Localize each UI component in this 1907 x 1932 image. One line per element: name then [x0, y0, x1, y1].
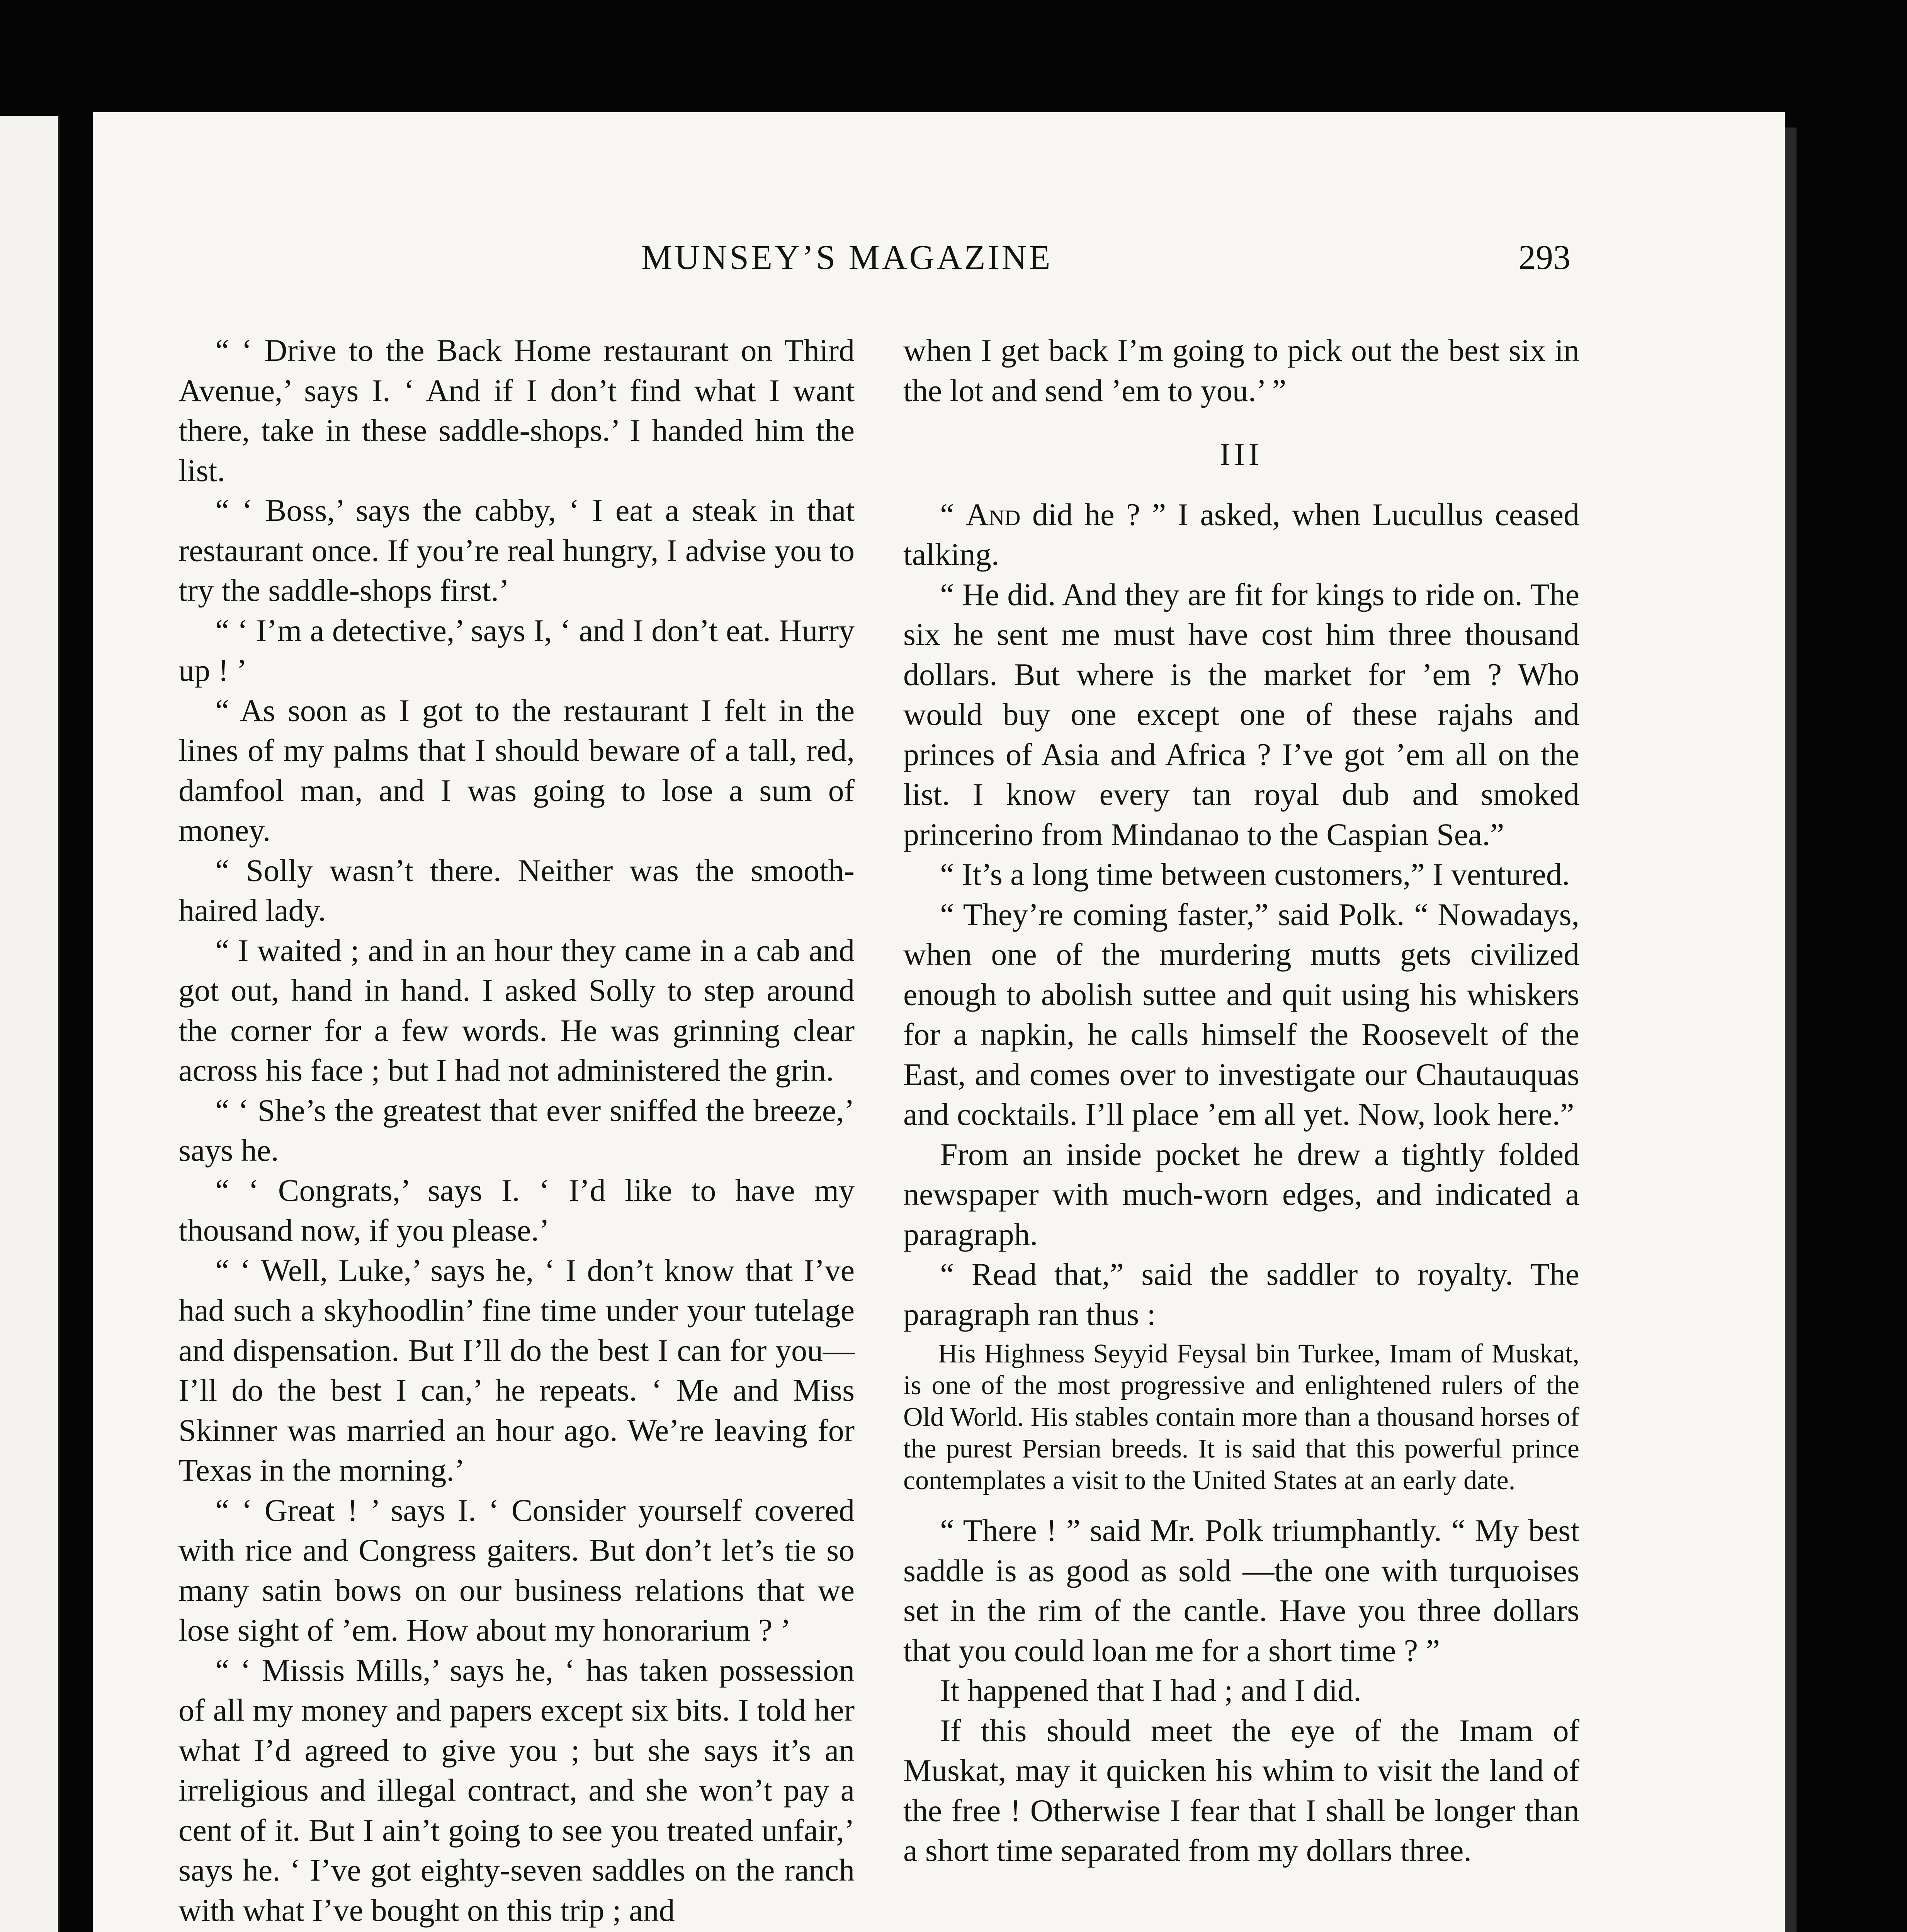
- opening-quote: “: [940, 497, 966, 532]
- paragraph: “ ‘ Boss,’ says the cabby, ‘ I eat a steak in that restaurant once. If you’re real hungry, I advise you to try the saddle-shops first.’: [178, 493, 855, 608]
- paragraph-text: did he ? ” I asked, when Lucullus ceased talking.: [903, 497, 1580, 572]
- paragraph: “ Solly wasn’t there. Neither was the smooth-haired lady.: [178, 852, 855, 928]
- paragraph: It happened that I had ; and I did.: [940, 1673, 1361, 1708]
- small-caps-opening: And: [965, 497, 1021, 532]
- paragraph: “ ‘ Well, Luke,’ says he, ‘ I don’t know that I’ve had such a skyhoodlin’ fine time under your tutelage and dispensation. But I’ll do the best I can for you—I’ll do the best I can,’ he repeats. ‘ Me and Miss Skinner was married an hour ago. We’re leaving for Texas in the morning.’: [178, 1252, 855, 1488]
- paragraph: “ Read that,” said the saddler to royalty. The paragraph ran thus :: [903, 1257, 1579, 1332]
- paragraph: “ ‘ Congrats,’ says I. ‘ I’d like to have my thousand now, if you please.’: [178, 1172, 855, 1248]
- magazine-page: [93, 112, 1785, 1932]
- paragraph: “ There ! ” said Mr. Polk triumphantly. “ My best saddle is as good as sold —the one with turquoises set in the rim of the cantle. Have you three dollars that you could loan me for a short time ? ”: [903, 1513, 1579, 1668]
- section-heading: III: [1220, 437, 1263, 472]
- paragraph: “ As soon as I got to the restaurant I felt in the lines of my palms that I should beware of a tall, red, damfool man, and I was going to lose a sum of money.: [178, 692, 855, 848]
- page-number: 293: [1518, 238, 1570, 277]
- paragraph: “ ‘ I’m a detective,’ says I, ‘ and I don’t eat. Hurry up ! ’: [178, 612, 855, 688]
- paragraph: [903, 495, 1579, 575]
- paragraph: If this should meet the eye of the Imam of Muskat, may it quicken his whim to visit the land of the free ! Otherwise I fear that I shall be longer than a short time separated from my dollars three.: [903, 1713, 1579, 1868]
- newspaper-quote: [903, 1338, 1579, 1497]
- running-head: MUNSEY’S MAGAZINE: [641, 238, 1053, 277]
- paragraph: “ ‘ Missis Mills,’ says he, ‘ has taken possession of all my money and papers except six bits. I told her what I’d agreed to give you ; but she says it’s an irreligious and illegal contract, and she won’t pay a cent of it. But I ain’t going to see you treated unfair,’ says he. ‘ I’ve got eighty-seven saddles on the ranch with what I’ve bought on this trip ; and: [178, 1652, 855, 1928]
- quoted-paragraph: His Highness Seyyid Feysal bin Turkee, Imam of Muskat, is one of the most progressive and enlightened rulers of the Old World. His stables contain more than a thousand horses of the purest Persian breeds. It is said that this powerful prince contemplates a visit to the United States at an early date.: [903, 1339, 1579, 1495]
- left-page-edge: [0, 116, 60, 1932]
- paragraph: “ ‘ Drive to the Back Home restaurant on Third Avenue,’ says I. ‘ And if I don’t find what I want there, take in these saddle-shops.’ I handed him the list.: [178, 333, 855, 488]
- paragraph: “ They’re coming faster,” said Polk. “ Nowadays, when one of the murdering mutts gets civilized enough to abolish suttee and quit using his whiskers for a napkin, he calls himself the Roosevelt of the East, and comes over to investigate our Chautauquas and cocktails. I’ll place ’em all yet. Now, look here.”: [903, 896, 1579, 1132]
- continuation-paragraph: when I get back I’m going to pick out the best six in the lot and send ’em to you.’ ”: [903, 333, 1579, 408]
- paragraph: From an inside pocket he drew a tightly folded newspaper with much-worn edges, and indicated a paragraph.: [903, 1136, 1579, 1252]
- right-column: [903, 330, 1579, 1871]
- paragraph: “ I waited ; and in an hour they came in a cab and got out, hand in hand. I asked Solly to step around the corner for a few words. He was grinning clear across his face ; but I had not administered the grin.: [178, 932, 855, 1088]
- paragraph: “ ‘ She’s the greatest that ever sniffed the breeze,’ says he.: [178, 1092, 855, 1168]
- paragraph: “ ‘ Great ! ’ says I. ‘ Consider yourself covered with rice and Congress gaiters. But don’t let’s tie so many satin bows on our business relations that we lose sight of ’em. How about my honorarium ? ’: [178, 1492, 855, 1648]
- paragraph: “ He did. And they are fit for kings to ride on. The six he sent me must have cost him three thousand dollars. But where is the market for ’em ? Who would buy one except one of these rajahs and princes of Asia and Africa ? I’ve got ’em all on the list. I know every tan royal dub and smoked princerino from Mindanao to the Caspian Sea.”: [903, 577, 1579, 852]
- paragraph: “ It’s a long time between customers,” I ventured.: [940, 857, 1570, 892]
- left-column: [178, 330, 855, 1930]
